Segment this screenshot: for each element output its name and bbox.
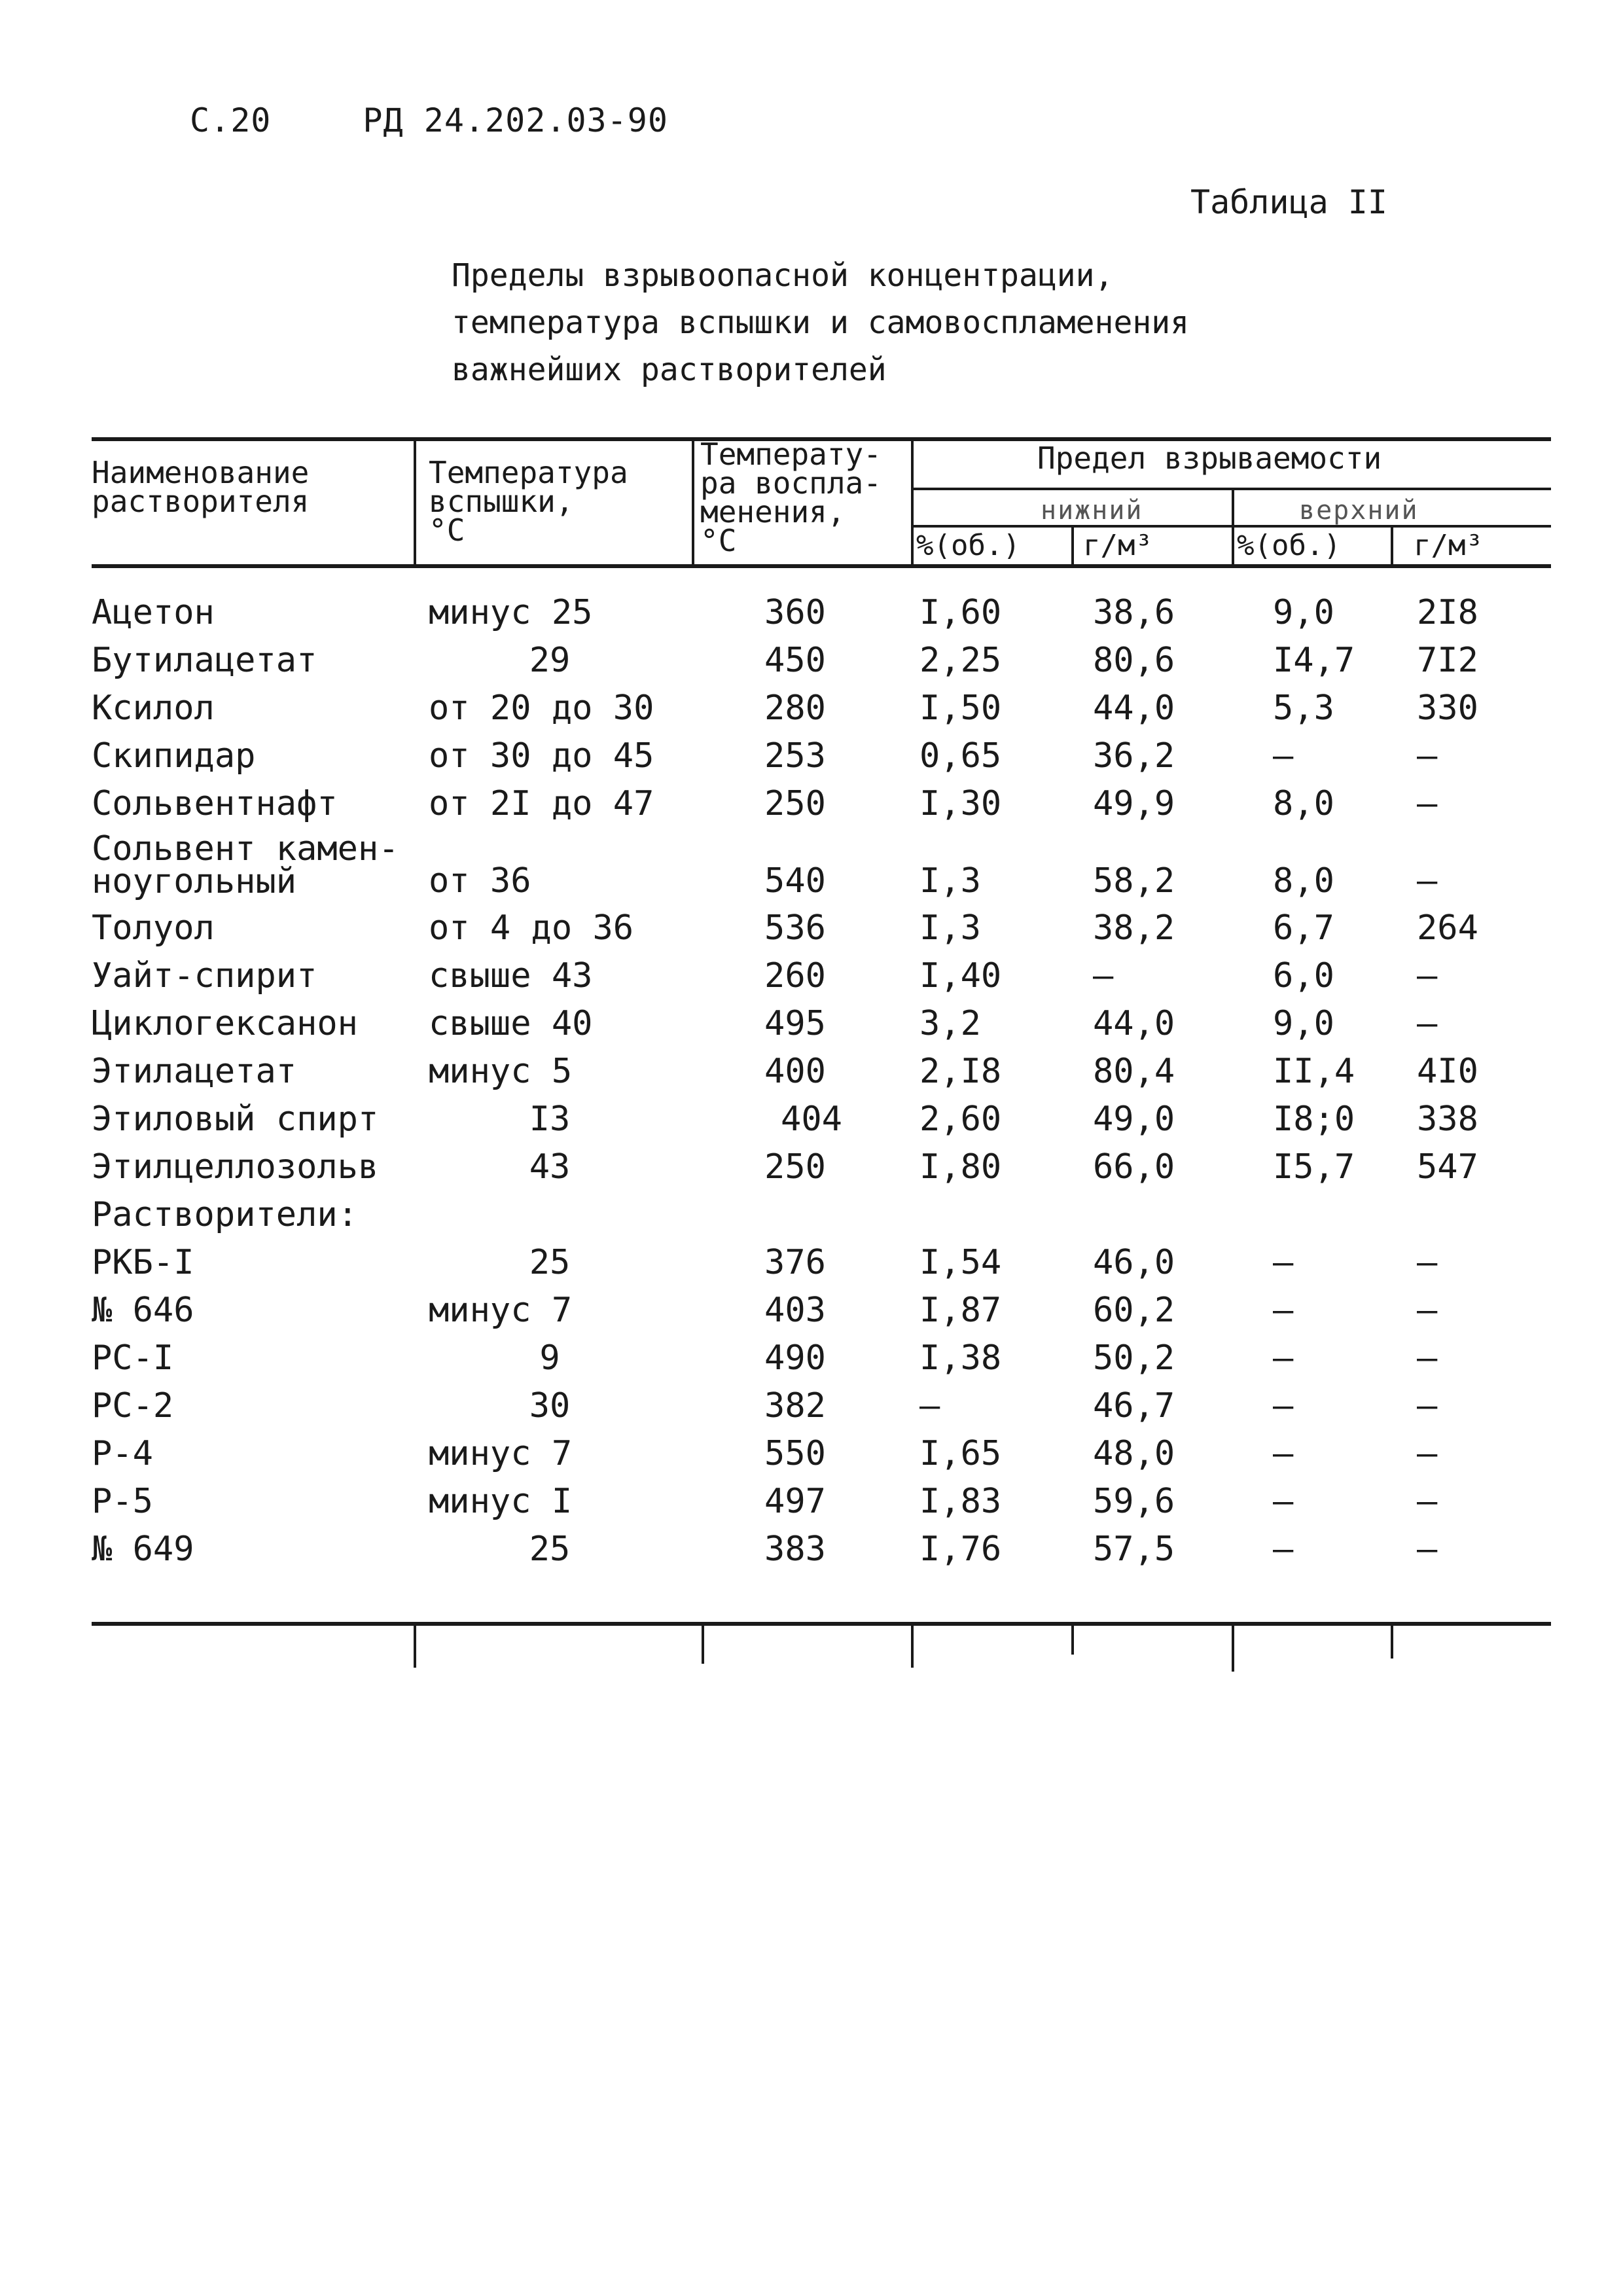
- lower-gm3: 38,6: [1093, 593, 1175, 632]
- document-code: РД 24.202.03-90: [363, 101, 668, 139]
- upper-percent: I4,7: [1273, 641, 1355, 680]
- lower-gm3: 48,0: [1093, 1434, 1175, 1473]
- ignition-temp: 450: [764, 641, 826, 680]
- upper-percent: 8,0: [1273, 861, 1334, 901]
- lower-percent: I,80: [919, 1147, 1002, 1187]
- ignition-temp: 376: [764, 1243, 826, 1282]
- table-number: Таблица II: [1190, 183, 1387, 221]
- column-divider: [414, 1622, 416, 1668]
- upper-percent: II,4: [1273, 1052, 1355, 1091]
- flash-point: 9: [539, 1338, 560, 1378]
- header-lower: нижний: [1041, 495, 1143, 526]
- solvent-name: Ацетон: [92, 593, 215, 632]
- flash-point: минус I: [429, 1482, 573, 1521]
- upper-gm3: –: [1417, 1434, 1438, 1473]
- table-row: [0, 1430, 1623, 1477]
- table-bottom-rule: [92, 1622, 1551, 1626]
- upper-gm3: –: [1417, 736, 1438, 776]
- table-row: [0, 1143, 1623, 1191]
- table-row: [0, 829, 1623, 905]
- flash-point: 25: [529, 1530, 571, 1569]
- upper-gm3: –: [1417, 1482, 1438, 1521]
- solvent-name: Циклогексанон: [92, 1004, 358, 1043]
- header-explosive-limit: Предел взрываемости: [1037, 440, 1382, 476]
- solvent-name: РКБ-I: [92, 1243, 194, 1282]
- table-row: [0, 637, 1623, 684]
- solvent-name: Сольвентнафт: [92, 784, 338, 823]
- flash-point: I3: [529, 1100, 571, 1139]
- upper-gm3: 7I2: [1417, 641, 1478, 680]
- ignition-temp: 250: [764, 784, 826, 823]
- upper-percent: 5,3: [1273, 689, 1334, 728]
- ignition-temp: 383: [764, 1530, 826, 1569]
- lower-percent: 2,60: [919, 1100, 1002, 1139]
- table-row: [0, 1478, 1623, 1525]
- flash-point: 29: [529, 641, 571, 680]
- upper-gm3: –: [1417, 1338, 1438, 1378]
- upper-percent: 6,7: [1273, 908, 1334, 948]
- upper-percent: –: [1273, 1434, 1294, 1473]
- lower-gm3: 80,6: [1093, 641, 1175, 680]
- page-header: [190, 101, 668, 139]
- solvent-name: № 649: [92, 1530, 194, 1569]
- solvent-name: № 646: [92, 1291, 194, 1330]
- upper-percent: I5,7: [1273, 1147, 1355, 1187]
- flash-point: от 30 до 45: [429, 736, 654, 776]
- lower-percent: I,50: [919, 689, 1002, 728]
- upper-gm3: 338: [1417, 1100, 1478, 1139]
- header-ignition: Температу- ра воспла- менения, °С: [700, 437, 882, 558]
- header-name: Наименование растворителя: [92, 455, 310, 519]
- lower-gm3: 36,2: [1093, 736, 1175, 776]
- column-divider: [692, 437, 694, 564]
- flash-point: 30: [529, 1386, 571, 1426]
- upper-percent: 8,0: [1273, 784, 1334, 823]
- table-row: [0, 1096, 1623, 1143]
- lower-gm3: 44,0: [1093, 1004, 1175, 1043]
- ignition-temp: 540: [764, 861, 826, 901]
- column-divider: [1071, 525, 1074, 564]
- lower-percent: 2,25: [919, 641, 1002, 680]
- header-bottom-rule: [92, 564, 1551, 568]
- ignition-temp: 495: [764, 1004, 826, 1043]
- lower-percent: I,76: [919, 1530, 1002, 1569]
- lower-gm3: 44,0: [1093, 689, 1175, 728]
- lower-percent: I,60: [919, 593, 1002, 632]
- lower-gm3: 50,2: [1093, 1338, 1175, 1378]
- column-divider: [1232, 488, 1234, 564]
- upper-gm3: –: [1417, 1004, 1438, 1043]
- upper-percent: –: [1273, 1338, 1294, 1378]
- column-divider: [1391, 1622, 1393, 1659]
- header-flash-point: Температура вспышки, °С: [429, 455, 628, 548]
- upper-percent: 9,0: [1273, 593, 1334, 632]
- table-title: Пределы взрывоопасной концентрации, температура вспышки и самовоспламенения важнейших растворителей: [452, 257, 1190, 388]
- column-divider: [911, 437, 914, 564]
- lower-gm3: 58,2: [1093, 861, 1175, 901]
- upper-gm3: 547: [1417, 1147, 1478, 1187]
- lower-percent: I,54: [919, 1243, 1002, 1282]
- header-upper-percent: %(об.): [1237, 529, 1341, 562]
- table-row: [0, 1287, 1623, 1334]
- ignition-temp: 280: [764, 689, 826, 728]
- solvent-name: Сольвент камен- ноугольный: [92, 829, 399, 901]
- flash-point: свыше 43: [429, 956, 593, 996]
- solvent-name: Этиловый спирт: [92, 1100, 379, 1139]
- lower-gm3: 59,6: [1093, 1482, 1175, 1521]
- table-row: [0, 589, 1623, 636]
- column-divider: [1071, 1622, 1074, 1655]
- solvent-name: РС-2: [92, 1386, 174, 1426]
- table-row: [0, 1335, 1623, 1382]
- solvent-name: Бутилацетат: [92, 641, 317, 680]
- header-upper-gm3: г/м³: [1414, 529, 1483, 562]
- lower-gm3: 46,0: [1093, 1243, 1175, 1282]
- upper-gm3: –: [1417, 784, 1438, 823]
- flash-point: от 20 до 30: [429, 689, 654, 728]
- flash-point: свыше 40: [429, 1004, 593, 1043]
- upper-gm3: 330: [1417, 689, 1478, 728]
- lower-gm3: 80,4: [1093, 1052, 1175, 1091]
- lower-percent: I,40: [919, 956, 1002, 996]
- flash-point: 25: [529, 1243, 571, 1282]
- table-row: [0, 905, 1623, 952]
- ignition-temp: 490: [764, 1338, 826, 1378]
- solvent-name: Толуол: [92, 908, 215, 948]
- upper-gm3: –: [1417, 1386, 1438, 1426]
- flash-point: минус 5: [429, 1052, 573, 1091]
- upper-percent: 9,0: [1273, 1004, 1334, 1043]
- lower-percent: I,3: [919, 908, 981, 948]
- lower-percent: 3,2: [919, 1004, 981, 1043]
- lower-percent: I,30: [919, 784, 1002, 823]
- solvent-name: Этилацетат: [92, 1052, 297, 1091]
- flash-point: минус 7: [429, 1291, 573, 1330]
- table-row: [0, 1048, 1623, 1095]
- upper-gm3: –: [1417, 1530, 1438, 1569]
- ignition-temp: 253: [764, 736, 826, 776]
- upper-percent: –: [1273, 736, 1294, 776]
- upper-gm3: –: [1417, 861, 1438, 901]
- page-number: С.20: [190, 101, 272, 139]
- solvent-name: Уайт-спирит: [92, 956, 317, 996]
- header-lower-gm3: г/м³: [1083, 529, 1152, 562]
- ignition-temp: 400: [764, 1052, 826, 1091]
- solvent-name: Р-4: [92, 1434, 153, 1473]
- group-label: Растворители:: [92, 1195, 358, 1234]
- table-row: [0, 732, 1623, 780]
- table-row: [0, 1526, 1623, 1573]
- ignition-temp: 536: [764, 908, 826, 948]
- flash-point: от 4 до 36: [429, 908, 634, 948]
- lower-percent: 0,65: [919, 736, 1002, 776]
- lower-gm3: 66,0: [1093, 1147, 1175, 1187]
- upper-gm3: –: [1417, 1291, 1438, 1330]
- solvent-name: РС-I: [92, 1338, 174, 1378]
- lower-gm3: 38,2: [1093, 908, 1175, 948]
- upper-gm3: 2I8: [1417, 593, 1478, 632]
- table-row: [0, 952, 1623, 999]
- lower-gm3: 57,5: [1093, 1530, 1175, 1569]
- solvent-name: Скипидар: [92, 736, 256, 776]
- flash-point: от 36: [429, 861, 531, 901]
- solvent-name: Ксилол: [92, 689, 215, 728]
- lower-percent: I,38: [919, 1338, 1002, 1378]
- ignition-temp: 550: [764, 1434, 826, 1473]
- flash-point: от 2I до 47: [429, 784, 654, 823]
- ignition-temp: 250: [764, 1147, 826, 1187]
- table-row: [0, 1239, 1623, 1286]
- upper-gm3: 264: [1417, 908, 1478, 948]
- header-lower-percent: %(об.): [916, 529, 1020, 562]
- lower-gm3: 46,7: [1093, 1386, 1175, 1426]
- upper-gm3: 4I0: [1417, 1052, 1478, 1091]
- lower-percent: –: [919, 1386, 940, 1426]
- upper-percent: –: [1273, 1482, 1294, 1521]
- flash-point: минус 7: [429, 1434, 573, 1473]
- lower-gm3: 49,0: [1093, 1100, 1175, 1139]
- flash-point: минус 25: [429, 593, 593, 632]
- ignition-temp: 360: [764, 593, 826, 632]
- ignition-temp: 497: [764, 1482, 826, 1521]
- lower-gm3: 49,9: [1093, 784, 1175, 823]
- lower-percent: I,3: [919, 861, 981, 901]
- column-divider: [414, 437, 416, 564]
- upper-percent: –: [1273, 1291, 1294, 1330]
- upper-percent: I8;0: [1273, 1100, 1355, 1139]
- lower-percent: I,87: [919, 1291, 1002, 1330]
- flash-point: 43: [529, 1147, 571, 1187]
- table-row: [0, 685, 1623, 732]
- upper-percent: –: [1273, 1530, 1294, 1569]
- table-row: [0, 1382, 1623, 1429]
- upper-percent: –: [1273, 1243, 1294, 1282]
- lower-percent: I,65: [919, 1434, 1002, 1473]
- lower-percent: 2,I8: [919, 1052, 1002, 1091]
- upper-gm3: –: [1417, 1243, 1438, 1282]
- upper-percent: –: [1273, 1386, 1294, 1426]
- lower-gm3: –: [1093, 956, 1114, 996]
- ignition-temp: 382: [764, 1386, 826, 1426]
- ignition-temp: 404: [781, 1100, 842, 1139]
- column-divider: [1391, 525, 1393, 564]
- ignition-temp: 260: [764, 956, 826, 996]
- column-divider: [702, 1622, 704, 1664]
- column-divider: [1232, 1622, 1234, 1672]
- table-row: [0, 1000, 1623, 1047]
- lower-gm3: 60,2: [1093, 1291, 1175, 1330]
- lower-percent: I,83: [919, 1482, 1002, 1521]
- ignition-temp: 403: [764, 1291, 826, 1330]
- upper-gm3: –: [1417, 956, 1438, 996]
- header-upper: верхний: [1299, 495, 1419, 526]
- solvent-name: Р-5: [92, 1482, 153, 1521]
- solvent-name: Этилцеллозольв: [92, 1147, 379, 1187]
- upper-percent: 6,0: [1273, 956, 1334, 996]
- table-row: [0, 1191, 1623, 1238]
- table-row: [0, 780, 1623, 827]
- column-divider: [911, 1622, 914, 1668]
